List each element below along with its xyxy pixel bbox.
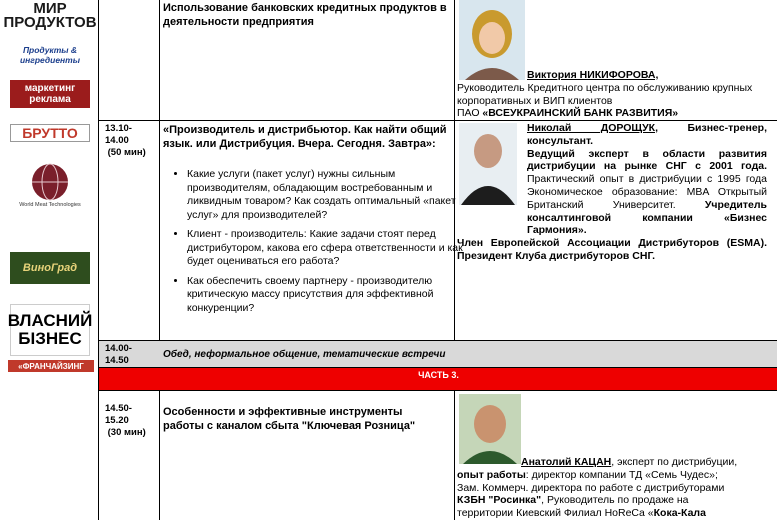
list-item: • Какие услуги (пакет услуг) нужны сильным производителям, обладающим востребованным и ликвидным товаром? Как создать оптимальный «пакет услуг» для производителей?: [187, 168, 465, 222]
topic-producer-distributor: «Производитель и дистрибьютор. Как найти общий язык. или Дистрибуция. Вчера. Сегодня. Завтра»:: [163, 124, 447, 150]
logo-vinograd: ВиноГрад: [10, 252, 90, 284]
speaker-nikiforova: [457, 69, 767, 120]
speaker-lead: Ведущий эксперт в области развития дистрибуции на рынке СНГ с 2001 года.: [527, 147, 767, 173]
logo-franchayzing: «ФРАНЧАЙЗИНГ: [8, 360, 94, 372]
speaker-doroshchuk: Николай ДОРОЩУК, Бизнес-тренер, консультант. Ведущий эксперт в области развития дистрибуции на рынке СНГ с 2001 года. Практический опыт в дистрибуции с 1995 года Экономическое образование: MBA Открытый Британский Университет. Учредитель консалтинговой компании «Бизнес Гармония». Член Европейской Ассоциации Дистрибуторов (ESMA). Президент Клуба дистрибуторов СНГ.: [457, 122, 767, 262]
logo-mir-produktov: МИР ПРОДУКТОВ: [3, 0, 97, 31]
time-slot: 13.10- 14.00 (50 мин): [105, 123, 146, 158]
speaker-description: Руководитель Кредитного центра по обслуживанию крупных корпоративных и ВИП клиентов: [457, 81, 753, 107]
time-slot: 14.50- 15.20 (30 мин): [105, 403, 146, 438]
portrait-icon: [459, 0, 525, 80]
sponsor-sidebar: [0, 0, 98, 520]
lunch-text: Обед, неформальное общение, тематические встречи: [163, 349, 446, 360]
speaker-name: Виктория НИКИФОРОВА,: [527, 69, 659, 81]
part-banner: ЧАСТЬ 3.: [99, 368, 777, 390]
speaker-organization: ПАО «ВСЕУКРАИНСКИЙ БАНК РАЗВИТИЯ»: [457, 107, 679, 120]
topic-bullet-list: [173, 168, 465, 321]
logo-vlasniy-biznes: ВЛАСНИЙ БІЗНЕС: [10, 304, 90, 356]
logo-brutto: БРУТТО: [10, 124, 90, 142]
globe-icon: [30, 162, 70, 202]
time-slot: 14.00- 14.50: [105, 343, 132, 366]
list-item: • Клиент - производитель: Какие задачи стоят перед дистрибутором, какова его сфера ответственности и как будет оцениваться его работа?: [187, 228, 465, 269]
logo-produkty-ingredienty: Продукты & ингредиенты: [19, 45, 80, 65]
speaker-photo-katsan: [459, 394, 521, 464]
list-item: • Как обеспечить своему партнеру - производителю критическую массу присутствия для эффективной конкуренции?: [187, 275, 465, 316]
speaker-name: Анатолий КАЦАН: [521, 456, 612, 468]
speaker-membership: Член Европейской Ассоциации Дистрибуторов (ESMA). Президент Клуба дистрибуторов СНГ.: [457, 237, 767, 262]
topic-key-retail: Особенности и эффективные инструменты работы с каналом сбыта "Ключевая Розница": [163, 406, 416, 432]
speaker-photo-nikiforova: [459, 0, 525, 80]
logo-world-meat-technologies: World Meat Technologies: [10, 154, 90, 216]
portrait-icon: [459, 394, 521, 464]
speaker-name: Николай ДОРОЩУК,: [527, 122, 658, 134]
topic-bank-credit: Использование банковских кредитных продуктов в деятельности предприятия: [163, 2, 447, 28]
speaker-katsan: Анатолий КАЦАН, эксперт по дистрибуции, опыт работы: директор компании ТД «Семь Чудес»; Зам. Коммерч. директора по работе с дистрибуторами КЗБН "Росинка", Руководитель по продаже на территории Киевский Филиал HoReCa «Кока-Кала: [457, 456, 738, 520]
program-table: [98, 0, 777, 520]
logo-marketing-reklama: маркетинг реклама: [10, 80, 90, 108]
